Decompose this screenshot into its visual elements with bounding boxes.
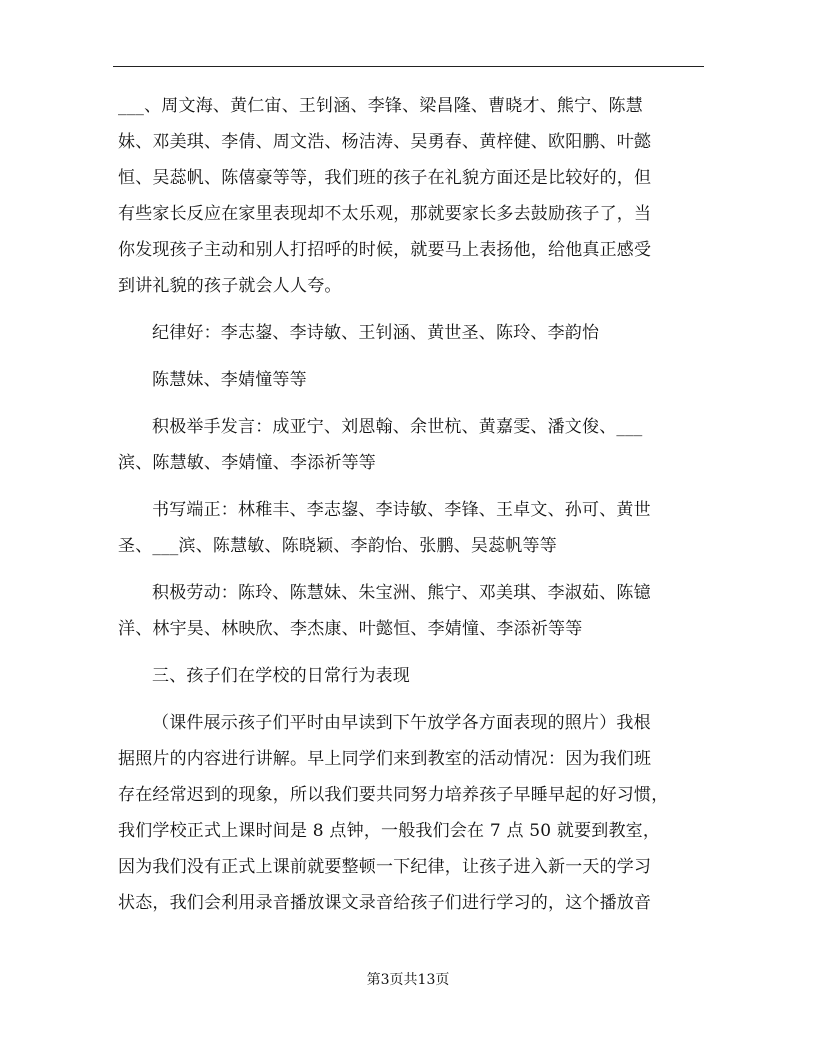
text-line: 因为我们没有正式上课前就要整顿一下纪律，让孩子进入新一天的学习 [118, 857, 652, 877]
text-line: 纪律好：李志鋆、李诗敏、王钊涵、黄世圣、陈玲、李韵怡 [152, 323, 600, 343]
text-line: 有些家长反应在家里表现却不太乐观，那就要家长多去鼓励孩子了，当 [118, 204, 652, 224]
paragraph-gap [118, 694, 684, 705]
text-line: 积极举手发言：成亚宁、刘恩翰、余世杭、黄嘉雯、潘文俊、___ [152, 417, 643, 437]
paragraph-gap [118, 647, 684, 658]
text-line: 我们学校正式上课时间是 8 点钟，一般我们会在 7 点 50 就要到教室， [118, 821, 661, 841]
document-body [118, 88, 684, 921]
text-line: 存在经常迟到的现象，所以我们要共同努力培养孩子早睡早起的好习惯， [118, 785, 669, 805]
paragraph-gap [118, 304, 684, 315]
header-rule [113, 66, 704, 67]
text-line: （课件展示孩子们平时由早读到下午放学各方面表现的照片）我根 [152, 713, 651, 733]
paragraph-gap [118, 398, 684, 409]
text-line: 到讲礼貌的孩子就会人人夸。 [118, 276, 342, 296]
text-line: 圣、___滨、陈慧敏、陈晓颖、李韵怡、张鹏、吴蕊帆等等 [118, 536, 557, 556]
text-line: 洋、林宇昊、林映欣、李杰康、叶懿恒、李婧憧、李添祈等等 [118, 619, 583, 639]
text-line: 据照片的内容进行讲解。早上同学们来到教室的活动情况：因为我们班 [118, 749, 652, 769]
text-line: 你发现孩子主动和别人打招呼的时候，就要马上表扬他，给他真正感受 [118, 240, 652, 260]
text-line: 陈慧妹、李婧憧等等 [152, 370, 307, 390]
section-heading: 三、孩子们在学校的日常行为表现 [152, 666, 410, 686]
page-number-footer: 第3页共13页 [366, 972, 450, 988]
text-line: 滨、陈慧敏、李婧憧、李添祈等等 [118, 453, 376, 473]
text-line: 状态，我们会利用录音播放课文录音给孩子们进行学习的，这个播放音 [118, 893, 652, 913]
text-line: 书写端正：林稚丰、李志鋆、李诗敏、李锋、王卓文、孙可、黄世 [152, 500, 651, 520]
text-line: 积极劳动：陈玲、陈慧妹、朱宝洲、熊宁、邓美琪、李淑茹、陈镱 [152, 583, 651, 603]
text-line: 妹、邓美琪、李倩、周文浩、杨洁涛、吴勇春、黄梓健、欧阳鹏、叶懿 [118, 132, 652, 152]
paragraph-gap [118, 351, 684, 362]
paragraph-gap [118, 481, 684, 492]
text-line: ___、周文海、黄仁宙、王钊涵、李锋、梁昌隆、曹晓才、熊宁、陈慧 [118, 96, 643, 116]
text-line: 恒、吴蕊帆、陈僖豪等等，我们班的孩子在礼貌方面还是比较好的，但 [118, 168, 652, 188]
paragraph-gap [118, 564, 684, 575]
